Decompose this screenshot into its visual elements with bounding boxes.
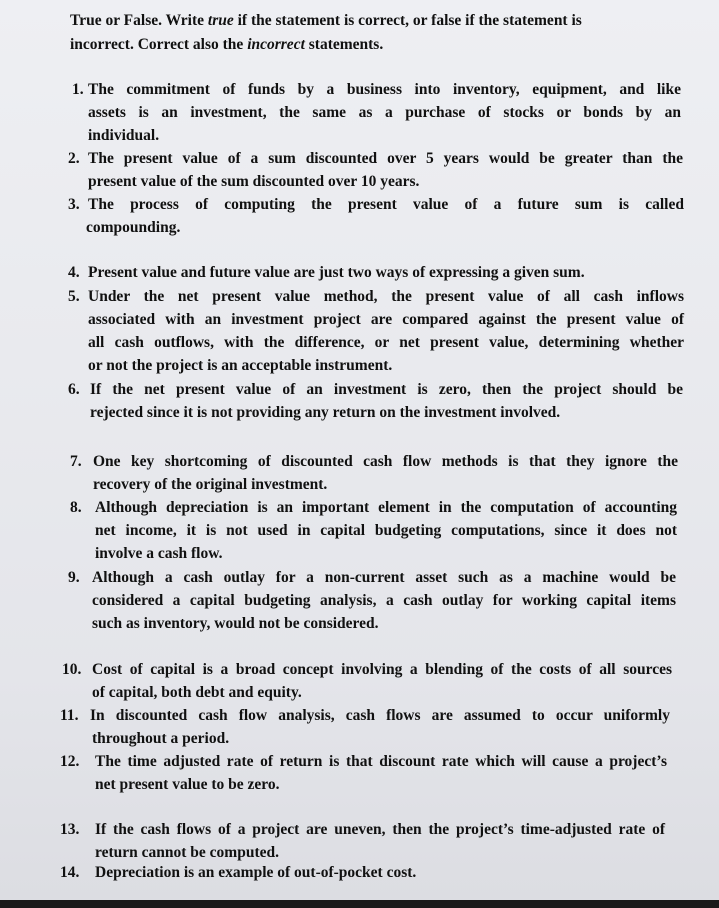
item-number: 5. xyxy=(68,288,80,305)
statement-line: throughout a period. xyxy=(92,730,230,747)
statement-line: individual. xyxy=(88,127,160,144)
statement-line: involve a cash flow. xyxy=(95,545,223,562)
item-number: 6. xyxy=(68,381,80,398)
item-number: 11. xyxy=(60,707,79,724)
statement-line: of capital, both debt and equity. xyxy=(92,684,302,701)
statement-line: Although a cash outlay for a non-current asset such as a machine would be xyxy=(92,569,676,586)
statement-line: net income, it is not used in capital budgeting computations, since it does not xyxy=(95,522,677,539)
statement-line: Present value and future value are just two ways of expressing a given sum. xyxy=(88,264,585,281)
item-number: 13. xyxy=(60,821,80,838)
statement-line: The present value of a sum discounted over 5 years would be greater than the xyxy=(88,150,683,167)
item-number: 1. xyxy=(72,81,84,98)
item-number: 8. xyxy=(70,499,82,516)
statement-line: Under the net present value method, the present value of all cash inflows xyxy=(88,288,684,305)
item-number: 10. xyxy=(62,661,82,678)
item-number: 4. xyxy=(68,264,80,281)
statement-line: If the cash flows of a project are uneven, then the project’s time-adjusted rate of xyxy=(95,821,665,838)
statement-line: compounding. xyxy=(86,219,181,236)
statement-line: If the net present value of an investment is zero, then the project should be xyxy=(90,381,683,398)
item-number: 3. xyxy=(68,196,80,213)
statement-line: all cash outflows, with the difference, or net present value, determining whether xyxy=(88,334,684,351)
statement-line: recovery of the original investment. xyxy=(93,476,328,493)
item-number: 9. xyxy=(68,569,80,586)
statement-line: The process of computing the present value of a future sum is called xyxy=(88,196,684,213)
statement-line: or not the project is an acceptable instrument. xyxy=(88,357,393,374)
statement-line: assets is an investment, the same as a purchase of stocks or bonds by an xyxy=(88,104,681,121)
instructions-line-2: incorrect. Correct also the incorrect statements. xyxy=(70,36,384,53)
statement-line: rejected since it is not providing any return on the investment involved. xyxy=(90,404,561,421)
statement-line: associated with an investment project are compared against the present value of xyxy=(88,311,684,328)
statement-line: Cost of capital is a broad concept involving a blending of the costs of all sources xyxy=(92,661,672,678)
statement-line: return cannot be computed. xyxy=(95,844,279,861)
item-number: 12. xyxy=(60,753,80,770)
statement-line: Although depreciation is an important element in the computation of accounting xyxy=(95,499,677,516)
statement-line: considered a capital budgeting analysis, a cash outlay for working capital items xyxy=(92,592,676,609)
statement-line: net present value to be zero. xyxy=(95,776,280,793)
statement-line: In discounted cash flow analysis, cash flows are assumed to occur uniformly xyxy=(90,707,670,724)
statement-line: The commitment of funds by a business into inventory, equipment, and like xyxy=(88,81,681,98)
statement-line: present value of the sum discounted over 10 years. xyxy=(88,173,420,190)
statement-line: such as inventory, would not be considered. xyxy=(92,615,379,632)
statement-line: The time adjusted rate of return is that discount rate which will cause a project’s xyxy=(95,753,667,770)
item-number: 7. xyxy=(70,453,82,470)
instructions-line-1: True or False. Write true if the statement is correct, or false if the statement is xyxy=(70,12,582,29)
item-number: 2. xyxy=(68,150,80,167)
item-number: 14. xyxy=(60,864,80,881)
statement-line: Depreciation is an example of out-of-pocket cost. xyxy=(95,864,417,881)
statement-line: One key shortcoming of discounted cash flow methods is that they ignore the xyxy=(93,453,678,470)
